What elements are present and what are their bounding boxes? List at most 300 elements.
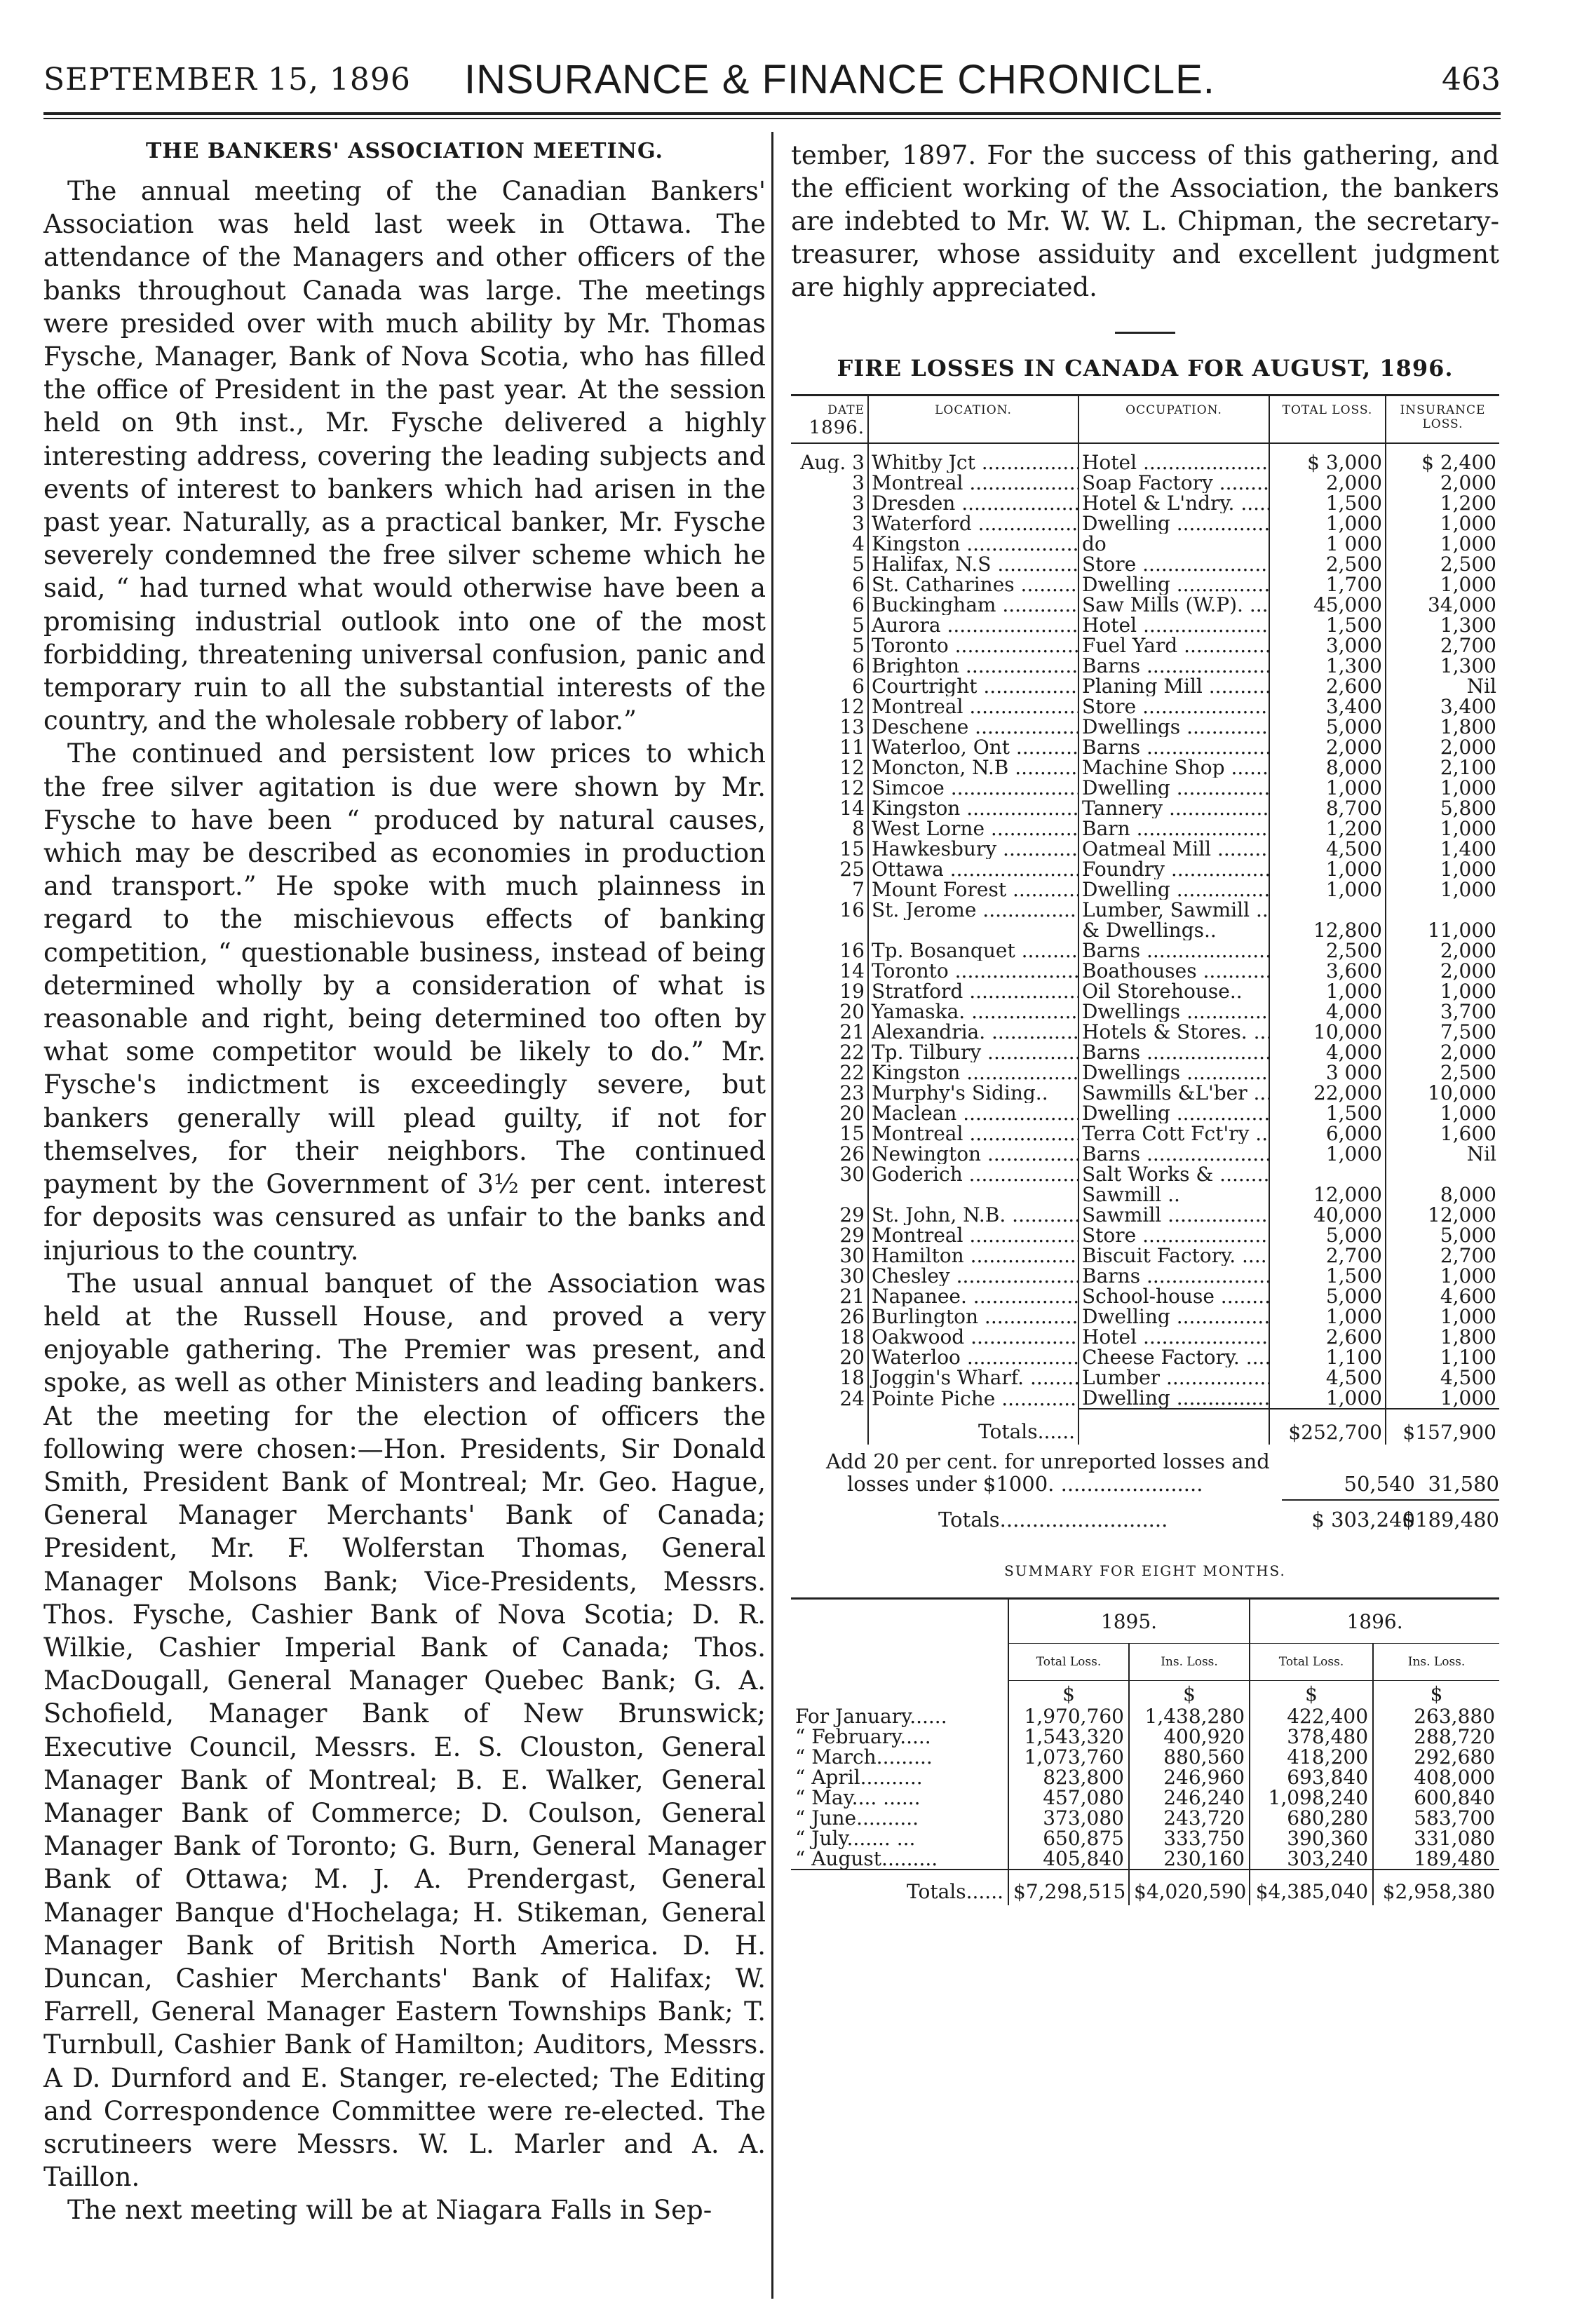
cell-total: 1,000 <box>1269 513 1386 534</box>
cell-i1896: 288,720 <box>1373 1726 1499 1747</box>
cell-total: 1,000 <box>1269 981 1386 1001</box>
cell-insurance <box>1386 1164 1499 1184</box>
cell-location: Ottawa ..... <box>868 859 1078 879</box>
cell-date: 16 <box>791 940 868 961</box>
summary-row <box>791 1747 1499 1767</box>
cell-month: “ June.......... <box>795 1806 919 1830</box>
cell-occupation: Oatmeal Mill ..... <box>1078 839 1269 859</box>
table-row <box>791 940 1499 961</box>
cell-total: 3,400 <box>1269 696 1386 717</box>
cell-date: 20 <box>791 1103 868 1123</box>
cell-location: Brighton ..... <box>868 656 1078 676</box>
cell-location: Montreal ..... <box>868 1225 1078 1245</box>
table-row <box>791 1347 1499 1367</box>
year-1895-header: 1895. <box>1008 1599 1250 1644</box>
cell-location: Aurora ..... <box>868 615 1078 635</box>
col-occupation: OCCUPATION. <box>1078 396 1269 444</box>
cell-month: “ May.... ...... <box>795 1786 921 1809</box>
cell-occupation: Soap Factory ..... <box>1078 473 1269 493</box>
cell-t1896: 693,840 <box>1250 1767 1373 1787</box>
cell-total: 2,000 <box>1269 737 1386 757</box>
cell-occupation: Dwelling ..... <box>1078 513 1269 534</box>
cell-date: 16 <box>791 900 868 920</box>
cell-occupation: Sawmill .. <box>1078 1184 1269 1205</box>
cell-location: Pointe Piche ..... <box>868 1388 1078 1409</box>
table-row <box>791 1001 1499 1022</box>
cell-location: Dresden ..... <box>868 493 1078 513</box>
cell-insurance: 2,000 <box>1440 737 1496 757</box>
cell-insurance <box>1386 900 1499 920</box>
summary-row <box>791 1767 1499 1787</box>
tables-column <box>791 139 1499 1905</box>
cell-location: Montreal ..... <box>868 473 1078 493</box>
cell-location: Simcoe ..... <box>868 778 1078 798</box>
cell-date: 15 <box>791 1123 868 1144</box>
cell-location: St. John, N.B. ..... <box>868 1205 1078 1225</box>
cell-occupation: Hotel ..... <box>1078 1327 1269 1347</box>
cell-month: “ April.......... <box>795 1766 923 1789</box>
cell-date: 11 <box>791 737 868 757</box>
cell-occupation: Dwellings ..... <box>1078 1001 1269 1022</box>
cell-location: Oakwood ..... <box>868 1327 1078 1347</box>
cell-date: 18 <box>791 1367 868 1388</box>
table-row <box>791 1367 1499 1388</box>
cell-date: 5 <box>791 554 868 574</box>
table-row <box>791 1022 1499 1042</box>
summary-total-t1895: $7,298,515 <box>1008 1870 1129 1905</box>
cell-occupation: Barns ..... <box>1078 1144 1269 1164</box>
summary-total-i1896: $2,958,380 <box>1373 1870 1499 1905</box>
grand-totals-label: Totals.......................... <box>938 1508 1168 1532</box>
cell-location: Hawkesbury ..... <box>868 839 1078 859</box>
col-total-loss-1896: Total Loss. <box>1250 1644 1373 1681</box>
cell-occupation: Sawmills &L'ber ..... <box>1078 1083 1269 1103</box>
cell-insurance: 34,000 <box>1428 595 1496 615</box>
col-total-loss-1895: Total Loss. <box>1008 1644 1129 1681</box>
cell-date <box>791 920 868 940</box>
cell-month: “ July....... ... <box>795 1827 916 1850</box>
cell-month: “ March......... <box>795 1745 933 1769</box>
cell-insurance: $ 2,400 <box>1421 452 1496 473</box>
table-row <box>791 615 1499 635</box>
table-row <box>791 1286 1499 1306</box>
cell-total <box>1269 900 1386 920</box>
cell-location: Murphy's Siding.. <box>868 1083 1078 1103</box>
section-divider <box>1115 332 1175 334</box>
dollar-sign: $ <box>1373 1681 1499 1707</box>
article-paragraph: The next meeting will be at Niagara Falls in Sep- <box>67 2195 712 2226</box>
cell-insurance: 1,000 <box>1440 1266 1496 1286</box>
header-rule-thin <box>43 118 1501 119</box>
cell-i1895: 246,240 <box>1129 1787 1250 1808</box>
cell-i1896: 600,840 <box>1373 1787 1499 1808</box>
cell-total: 12,800 <box>1269 920 1386 940</box>
note-line-1: Add 20 per cent. for unreported losses and <box>826 1449 1270 1473</box>
cell-date: 29 <box>791 1225 868 1245</box>
cell-total: 1,700 <box>1269 574 1386 595</box>
cell-total: 1,200 <box>1269 818 1386 839</box>
cell-occupation: Dwelling ..... <box>1078 1388 1269 1409</box>
cell-date: 3 <box>791 493 868 513</box>
cell-occupation: Barns ..... <box>1078 737 1269 757</box>
cell-insurance: 2,000 <box>1440 473 1496 493</box>
cell-location: Tp. Bosanquet ..... <box>868 940 1078 961</box>
table-row <box>791 879 1499 900</box>
note-line-2: losses under $1000. ...................... <box>847 1472 1203 1496</box>
cell-date: 12 <box>791 696 868 717</box>
cell-total: 4,500 <box>1269 1367 1386 1388</box>
table-row <box>791 737 1499 757</box>
summary-row <box>791 1808 1499 1828</box>
cell-total: 4,500 <box>1269 839 1386 859</box>
cell-i1896: 408,000 <box>1373 1767 1499 1787</box>
article-paragraph: The usual annual banquet of the Association was held at the Russell House, and proved a very enjoyable gathering. The Premier was present, and spoke, as well as other Ministers and leading bankers. At the meeting for the election of officers the following were chosen:—Hon. Presidents, Sir Donald Smith, President Bank of Montreal; Mr. Geo. Hague, General Manager Merchants' Bank of Canada; President, Mr. F. Wolferstan Thomas, General Manager Molsons Bank; Vice-Presidents, Messrs. Thos. Fysche, Cashier Bank of Nova Scotia; D. R. Wilkie, Cashier Imperial Bank of Canada; Thos. MacDougall, General Manager Quebec Bank; G. A. Schofield, Manager Bank of New Brunswick; Executive Council, Messrs. E. S. Clouston, General Manager Bank of Montreal; B. E. Walker, General Manager Bank of Commerce; D. Coulson, General Manager Bank of Toronto; G. Burn, General Manager Bank of Ottawa; M. J. A. Prendergast, General Manager Banque d'Hochelaga; H. Stikeman, General Manager Bank of British North America. D. H. Duncan, Cashier Merchants' Bank of Halifax; W. Farrell, General Manager Eastern Townships Bank; T. Turnbull, Cashier Bank of Hamilton; Auditors, Messrs. A D. Durnford and E. Stanger, re-elected; The Editing and Correspondence Committee were re-elected. The scrutineers were Messrs. W. L. Marler and A. A. Taillon. <box>43 1268 766 2193</box>
cell-date: 23 <box>791 1083 868 1103</box>
year-1896-header: 1896. <box>1250 1599 1499 1644</box>
cell-date: 7 <box>791 879 868 900</box>
cell-date: 4 <box>791 534 868 554</box>
summary-row <box>791 1787 1499 1808</box>
cell-occupation: Dwellings ..... <box>1078 1062 1269 1083</box>
cell-location: Stratford ..... <box>868 981 1078 1001</box>
cell-occupation: Dwelling ..... <box>1078 574 1269 595</box>
col-location: LOCATION. <box>868 396 1078 444</box>
cell-total: 22,000 <box>1269 1083 1386 1103</box>
fire-losses-body <box>791 443 1499 1445</box>
column-divider <box>771 132 773 2299</box>
cell-date: 21 <box>791 1286 868 1306</box>
cell-date: 8 <box>791 818 868 839</box>
table-row <box>791 473 1499 493</box>
table-row <box>791 554 1499 574</box>
table-row <box>791 635 1499 656</box>
cell-total: 4,000 <box>1269 1001 1386 1022</box>
cell-location: Waterloo, Ont ..... <box>868 737 1078 757</box>
cell-insurance: 2,500 <box>1440 554 1496 574</box>
cell-t1895: 1,073,760 <box>1008 1747 1129 1767</box>
cell-insurance: 2,700 <box>1440 635 1496 656</box>
cell-total: 1,000 <box>1269 859 1386 879</box>
table-row <box>791 676 1499 696</box>
cell-insurance: 1,400 <box>1440 839 1496 859</box>
cell-occupation: Biscuit Factory. ..... <box>1078 1245 1269 1266</box>
dollar-sign: $ <box>1008 1681 1129 1707</box>
cell-total: 1,000 <box>1269 1388 1386 1409</box>
cell-occupation: Hotels & Stores. ..... <box>1078 1022 1269 1042</box>
cell-location: Burlington ..... <box>868 1306 1078 1327</box>
cell-t1896: 418,200 <box>1250 1747 1373 1767</box>
table-row <box>791 1388 1499 1409</box>
cell-t1896: 303,240 <box>1250 1848 1373 1870</box>
dollar-sign: $ <box>1129 1681 1250 1707</box>
cell-t1896: 390,360 <box>1250 1828 1373 1848</box>
cell-insurance: 1,000 <box>1440 818 1496 839</box>
cell-insurance: Nil <box>1466 1144 1496 1164</box>
cell-insurance: 1,000 <box>1440 1306 1496 1327</box>
cell-date: 30 <box>791 1164 868 1184</box>
cell-date: Aug. 3 <box>791 452 868 473</box>
cell-date: 19 <box>791 981 868 1001</box>
cell-insurance: Nil <box>1466 676 1496 696</box>
table-row <box>791 1123 1499 1144</box>
cell-occupation: Lumber, Sawmill ..... <box>1078 900 1269 920</box>
cell-insurance: 1,000 <box>1440 981 1496 1001</box>
cell-location: Montreal ..... <box>868 696 1078 717</box>
cell-occupation: Salt Works & ..... <box>1078 1164 1269 1184</box>
cell-location: Newington ..... <box>868 1144 1078 1164</box>
totals-total-loss: $252,700 <box>1269 1409 1386 1445</box>
totals-insurance-loss: $157,900 <box>1386 1409 1499 1445</box>
added-total: 50,540 <box>1344 1472 1415 1496</box>
cell-total: 5,000 <box>1269 717 1386 737</box>
cell-date: 14 <box>791 961 868 981</box>
cell-location: Toronto ..... <box>868 635 1078 656</box>
cell-location: Waterford ..... <box>868 513 1078 534</box>
cell-i1896: 331,080 <box>1373 1828 1499 1848</box>
cell-date <box>791 1184 868 1205</box>
cell-occupation: Dwelling ..... <box>1078 879 1269 900</box>
cell-total: 2,500 <box>1269 940 1386 961</box>
cell-location: Hamilton ..... <box>868 1245 1078 1266</box>
cell-total: 1,500 <box>1269 615 1386 635</box>
summary-row <box>791 1848 1499 1870</box>
cell-total: 40,000 <box>1269 1205 1386 1225</box>
cell-month: “ February..... <box>795 1725 931 1748</box>
cell-insurance: 2,000 <box>1440 1042 1496 1062</box>
cell-date: 22 <box>791 1062 868 1083</box>
cell-insurance: 1,000 <box>1440 1103 1496 1123</box>
cell-date: 5 <box>791 635 868 656</box>
cell-occupation: Foundry ..... <box>1078 859 1269 879</box>
cell-occupation: Dwelling ..... <box>1078 1103 1269 1123</box>
cell-insurance: 2,100 <box>1440 757 1496 778</box>
table-row <box>791 1327 1499 1347</box>
summary-totals-row <box>791 1870 1499 1905</box>
table-row <box>791 920 1499 940</box>
cell-occupation: Lumber ..... <box>1078 1367 1269 1388</box>
cell-t1896: 378,480 <box>1250 1726 1373 1747</box>
summary-total-label: Totals...... <box>791 1870 1008 1905</box>
cell-insurance: 11,000 <box>1428 920 1496 940</box>
cell-date: 24 <box>791 1388 868 1409</box>
cell-date: 22 <box>791 1042 868 1062</box>
cell-location: Kingston ..... <box>868 534 1078 554</box>
cell-occupation: Store ..... <box>1078 1225 1269 1245</box>
cell-date: 20 <box>791 1001 868 1022</box>
cell-date: 6 <box>791 574 868 595</box>
cell-location: Courtright ..... <box>868 676 1078 696</box>
cell-insurance: 1,000 <box>1440 859 1496 879</box>
dollar-sign: $ <box>1250 1681 1373 1707</box>
cell-occupation: Saw Mills (W.P). ..... <box>1078 595 1269 615</box>
cell-insurance: 1,800 <box>1440 1327 1496 1347</box>
cell-total: 2,600 <box>1269 1327 1386 1347</box>
cell-date: 20 <box>791 1347 868 1367</box>
article-paragraph: The continued and persistent low prices to which the free silver agitation is due were shown by Mr. Fysche to have been “ produced by natural causes, which may be described as economies in production and transport.” He spoke with much plainness in regard to the mischievous effects of banking competition, “ questionable business, instead of being determined wholly by a consideration of what is reasonable and right, being determined too often by what some competitor would be likely to do.” Mr. Fysche's indictment is exceedingly severe, but bankers generally will plead guilty, if not for themselves, for their neighbors. The continued payment by the Government of 3½ per cent. interest for deposits was censured as unfair to the banks and injurious to the country. <box>43 738 766 1266</box>
cell-date: 3 <box>791 473 868 493</box>
publication-title: INSURANCE & FINANCE CHRONICLE. <box>464 57 1215 102</box>
cell-location <box>868 1184 1078 1205</box>
cell-t1895: 457,080 <box>1008 1787 1129 1808</box>
cell-location: Montreal ..... <box>868 1123 1078 1144</box>
cell-location: St. Jerome ..... <box>868 900 1078 920</box>
cell-location: Chesley ..... <box>868 1266 1078 1286</box>
header-rule <box>43 112 1501 115</box>
cell-total: 2,700 <box>1269 1245 1386 1266</box>
cell-total: 5,000 <box>1269 1225 1386 1245</box>
cell-date: 13 <box>791 717 868 737</box>
cell-t1896: 680,280 <box>1250 1808 1373 1828</box>
grand-total-loss: $ 303,240 <box>1311 1508 1415 1532</box>
cell-location: Buckingham ..... <box>868 595 1078 615</box>
table-row <box>791 717 1499 737</box>
cell-date: 29 <box>791 1205 868 1225</box>
cell-occupation: Barns ..... <box>1078 656 1269 676</box>
cell-occupation <box>1078 1409 1269 1445</box>
cell-occupation: Terra Cott Fct'ry ..... <box>1078 1123 1269 1144</box>
cell-t1895: 823,800 <box>1008 1767 1129 1787</box>
cell-date: 6 <box>791 656 868 676</box>
cell-i1895: 333,750 <box>1129 1828 1250 1848</box>
cell-insurance: 1,000 <box>1440 879 1496 900</box>
cell-t1895: 1,970,760 <box>1008 1706 1129 1726</box>
summary-row <box>791 1706 1499 1726</box>
fire-losses-table <box>791 394 1499 1445</box>
cell-i1895: 243,720 <box>1129 1808 1250 1828</box>
cell-t1895: 373,080 <box>1008 1808 1129 1828</box>
added-insurance: 31,580 <box>1428 1472 1499 1496</box>
cell-insurance: 8,000 <box>1440 1184 1496 1205</box>
cell-t1895: 1,543,320 <box>1008 1726 1129 1747</box>
cell-insurance: 5,000 <box>1440 1225 1496 1245</box>
cell-date <box>791 1409 868 1445</box>
cell-total: 1,000 <box>1269 778 1386 798</box>
cell-i1896: 583,700 <box>1373 1808 1499 1828</box>
table-row <box>791 1205 1499 1225</box>
table-row <box>791 1062 1499 1083</box>
cell-total: 10,000 <box>1269 1022 1386 1042</box>
cell-total: 3,000 <box>1269 635 1386 656</box>
cell-total: 1,000 <box>1269 879 1386 900</box>
cell-insurance: 1,300 <box>1440 615 1496 635</box>
cell-occupation: Store ..... <box>1078 554 1269 574</box>
cell-month: “ August......... <box>795 1847 938 1870</box>
table-row <box>791 818 1499 839</box>
cell-date: 14 <box>791 798 868 818</box>
cell-occupation: Planing Mill ..... <box>1078 676 1269 696</box>
col-ins-loss-1895: Ins. Loss. <box>1129 1644 1250 1681</box>
cell-total: 1,000 <box>1269 1144 1386 1164</box>
cell-total: 4,000 <box>1269 1042 1386 1062</box>
cell-location: Maclean ..... <box>868 1103 1078 1123</box>
table-row <box>791 452 1499 473</box>
cell-insurance: 1,100 <box>1440 1347 1496 1367</box>
totals-label: Totals...... <box>868 1409 1078 1445</box>
cell-occupation: Barns ..... <box>1078 1042 1269 1062</box>
cell-t1895: 405,840 <box>1008 1848 1129 1870</box>
cell-total: 1 000 <box>1269 534 1386 554</box>
cell-t1895: 650,875 <box>1008 1828 1129 1848</box>
summary-row <box>791 1726 1499 1747</box>
table-row <box>791 493 1499 513</box>
grand-totals <box>938 1499 1499 1536</box>
cell-location: West Lorne ..... <box>868 818 1078 839</box>
table-row <box>791 757 1499 778</box>
cell-i1895: 1,438,280 <box>1129 1706 1250 1726</box>
cell-occupation: Hotel & L'ndry. ..... <box>1078 493 1269 513</box>
cell-total: 5,000 <box>1269 1286 1386 1306</box>
cell-location: Joggin's Wharf. ..... <box>868 1367 1078 1388</box>
table-row <box>791 778 1499 798</box>
cell-location <box>868 920 1078 940</box>
cell-insurance: 4,600 <box>1440 1286 1496 1306</box>
table-row <box>791 595 1499 615</box>
table-row <box>791 900 1499 920</box>
cell-total: 1,300 <box>1269 656 1386 676</box>
col-date: DATE 1896. <box>791 396 868 444</box>
cell-insurance: 2,700 <box>1440 1245 1496 1266</box>
cell-location: Alexandria. ..... <box>868 1022 1078 1042</box>
table-row <box>791 1306 1499 1327</box>
cell-location: Halifax, N.S ..... <box>868 554 1078 574</box>
cell-location: Napanee. ..... <box>868 1286 1078 1306</box>
cell-date: 15 <box>791 839 868 859</box>
cell-occupation: Sawmill ..... <box>1078 1205 1269 1225</box>
cell-insurance: 1,300 <box>1440 656 1496 676</box>
cell-insurance: 2,000 <box>1440 940 1496 961</box>
cell-location: Mount Forest ..... <box>868 879 1078 900</box>
cell-location: Deschene ..... <box>868 717 1078 737</box>
cell-i1896: 292,680 <box>1373 1747 1499 1767</box>
table-row <box>791 1164 1499 1184</box>
cell-occupation: Dwelling ..... <box>1078 1306 1269 1327</box>
table-row <box>791 1083 1499 1103</box>
table-row <box>791 1245 1499 1266</box>
cell-insurance: 2,500 <box>1440 1062 1496 1083</box>
table-row <box>791 798 1499 818</box>
cell-date: 6 <box>791 676 868 696</box>
summary-total-t1896: $4,385,040 <box>1250 1870 1373 1905</box>
page-number: 463 <box>1442 62 1501 97</box>
cell-insurance: 7,500 <box>1440 1022 1496 1042</box>
cell-occupation: Dwelling ..... <box>1078 778 1269 798</box>
cell-occupation: Hotel ..... <box>1078 615 1269 635</box>
cell-insurance: 3,700 <box>1440 1001 1496 1022</box>
cell-total <box>1269 1164 1386 1184</box>
table-row <box>791 1225 1499 1245</box>
table-row <box>791 1144 1499 1164</box>
summary-table <box>791 1597 1499 1905</box>
cell-insurance: 1,800 <box>1440 717 1496 737</box>
cell-insurance: 3,400 <box>1440 696 1496 717</box>
cell-insurance: 1,600 <box>1440 1123 1496 1144</box>
cell-occupation: School-house ..... <box>1078 1286 1269 1306</box>
cell-month: For January...... <box>795 1705 947 1728</box>
cell-location: Yamaska. ..... <box>868 1001 1078 1022</box>
cell-date: 18 <box>791 1327 868 1347</box>
table-row <box>791 961 1499 981</box>
cell-t1896: 1,098,240 <box>1250 1787 1373 1808</box>
table-row <box>791 513 1499 534</box>
cell-location: Whitby Jct ..... <box>868 452 1078 473</box>
summary-row <box>791 1828 1499 1848</box>
unreported-note <box>791 1450 1499 1499</box>
totals-row <box>791 1409 1499 1445</box>
cell-date: 3 <box>791 513 868 534</box>
article-column <box>43 139 766 2227</box>
cell-occupation: Fuel Yard ..... <box>1078 635 1269 656</box>
cell-t1896: 422,400 <box>1250 1706 1373 1726</box>
